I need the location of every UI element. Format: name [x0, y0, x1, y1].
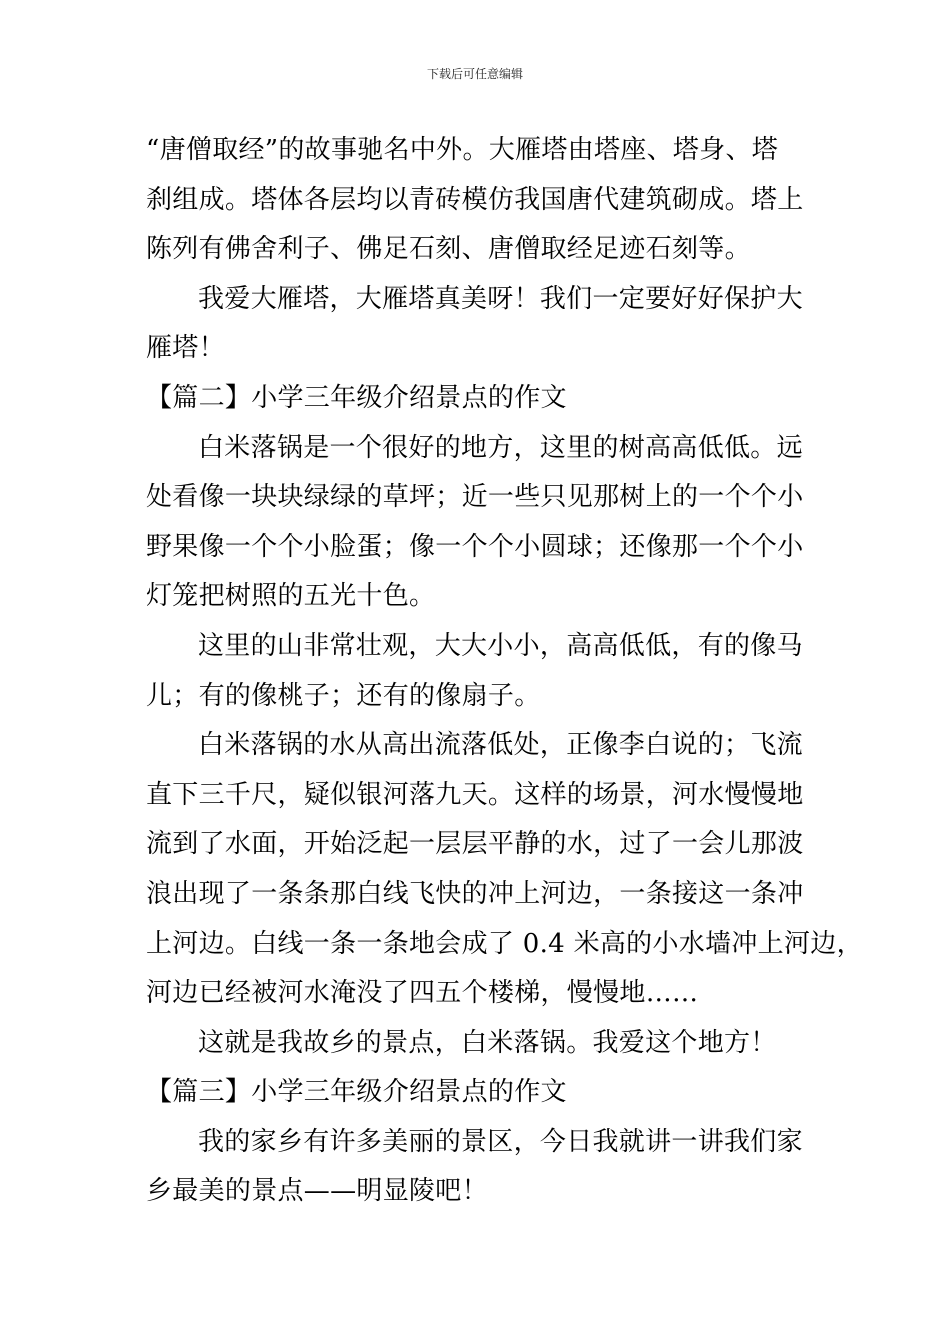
text-line: 野果像一个个小脸蛋；像一个个小圆球；还像那一个个小 — [146, 531, 804, 562]
text-line: 浪出现了一条条那白线飞快的冲上河边，一条接这一条冲 — [146, 878, 804, 909]
paragraph-start-line: 我爱大雁塔，大雁塔真美呀！我们一定要好好保护大 — [198, 283, 803, 314]
text-line: 灯笼把树照的五光十色。 — [146, 581, 436, 612]
page-header-note: 下载后可任意编辑 — [426, 67, 523, 81]
text-line: 直下三千尺，疑似银河落九天。这样的场景，河水慢慢地 — [146, 779, 804, 810]
paragraph-start-line: 白米落锅的水从高出流落低处，正像李白说的；飞流 — [198, 730, 803, 761]
section-heading: 【篇三】小学三年级介绍景点的作文 — [146, 1077, 567, 1108]
text-line: 雁塔！ — [146, 333, 225, 364]
text-line: “唐僧取经”的故事驰名中外。大雁塔由塔座、塔身、塔 — [146, 135, 779, 165]
text-line: 处看像一块块绿绿的草坪；近一些只见那树上的一个个小 — [146, 482, 804, 513]
paragraph-start-line: 这就是我故乡的景点，白米落锅。我爱这个地方！ — [198, 1027, 777, 1058]
text-line: 河边已经被河水淹没了四五个楼梯，慢慢地…… — [146, 978, 699, 1009]
paragraph-start-line: 这里的山非常壮观，大大小小，高高低低，有的像马 — [198, 630, 803, 661]
paragraph-start-line: 我的家乡有许多美丽的景区，今日我就讲一讲我们家 — [198, 1126, 803, 1157]
document-body — [146, 126, 863, 1217]
text-line: 流到了水面，开始泛起一层层平静的水，过了一会儿那波 — [146, 829, 804, 860]
text-line: 儿；有的像桃子；还有的像扇子。 — [146, 680, 541, 711]
text-line: 陈列有佛舍利子、佛足石刻、唐僧取经足迹石刻等。 — [146, 234, 751, 265]
text-line: 乡最美的景点——明显陵吧！ — [146, 1176, 488, 1207]
paragraph-start-line: 白米落锅是一个很好的地方，这里的树高高低低。远 — [198, 432, 803, 463]
text-line: 刹组成。塔体各层均以青砖模仿我国唐代建筑砌成。塔上 — [146, 184, 804, 215]
section-heading: 【篇二】小学三年级介绍景点的作文 — [146, 382, 567, 413]
text-line: 上河边。白线一条一条地会成了 0.4 米高的小水墙冲上河边， — [146, 928, 863, 959]
